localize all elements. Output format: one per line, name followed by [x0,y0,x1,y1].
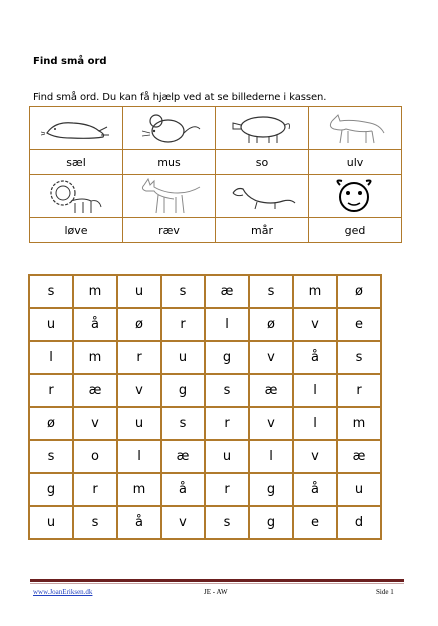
picture-row [30,175,402,218]
footer-rule [30,579,404,582]
picture-cell [30,175,123,218]
grid-cell[interactable]: r [73,473,117,506]
grid-cell[interactable]: d [337,506,381,539]
grid-row [29,440,381,473]
grid-cell[interactable]: g [161,374,205,407]
grid-cell[interactable]: å [117,506,161,539]
grid-cell[interactable]: m [117,473,161,506]
mouse-icon [134,111,204,145]
grid-cell[interactable]: r [161,308,205,341]
grid-cell[interactable]: l [249,440,293,473]
grid-cell[interactable]: å [293,473,337,506]
picture-row [30,107,402,150]
grid-cell[interactable]: l [117,440,161,473]
footer-page-number: Side 1 [376,588,394,596]
grid-cell[interactable]: v [73,407,117,440]
grid-cell[interactable]: m [73,275,117,308]
grid-cell[interactable]: s [337,341,381,374]
grid-row [29,506,381,539]
picture-cell [30,107,123,150]
grid-cell[interactable]: u [161,341,205,374]
marten-icon [227,179,297,213]
grid-cell[interactable]: g [249,473,293,506]
grid-cell[interactable]: s [249,275,293,308]
worksheet-heading: Find små ord [33,56,107,67]
grid-cell[interactable]: e [293,506,337,539]
grid-cell[interactable]: r [205,407,249,440]
grid-row [29,308,381,341]
grid-cell[interactable]: æ [73,374,117,407]
grid-cell[interactable]: o [73,440,117,473]
grid-cell[interactable]: r [337,374,381,407]
grid-cell[interactable]: s [161,275,205,308]
grid-row [29,407,381,440]
footer-rule-thin [30,583,404,584]
footer-website-link[interactable]: www.JoanEriksen.dk [33,588,93,596]
grid-row [29,473,381,506]
grid-cell[interactable]: u [117,275,161,308]
grid-cell[interactable]: l [293,407,337,440]
grid-cell[interactable]: v [161,506,205,539]
grid-cell[interactable]: s [161,407,205,440]
grid-cell[interactable]: l [205,308,249,341]
word-cell: mus [123,150,216,175]
word-cell: so [216,150,309,175]
picture-cell [216,107,309,150]
grid-cell[interactable]: m [73,341,117,374]
grid-cell[interactable]: ø [337,275,381,308]
grid-cell[interactable]: v [117,374,161,407]
grid-cell[interactable]: s [205,506,249,539]
word-cell: mår [216,218,309,243]
grid-cell[interactable]: e [337,308,381,341]
grid-cell[interactable]: m [293,275,337,308]
grid-row [29,341,381,374]
grid-cell[interactable]: u [29,506,73,539]
word-row [30,150,402,175]
word-row [30,218,402,243]
picture-word-table [29,106,402,243]
grid-cell[interactable]: m [337,407,381,440]
grid-cell[interactable]: å [161,473,205,506]
picture-cell [216,175,309,218]
grid-cell[interactable]: r [205,473,249,506]
word-cell: løve [30,218,123,243]
picture-cell [123,175,216,218]
picture-cell [309,175,402,218]
grid-cell[interactable]: ø [249,308,293,341]
grid-cell[interactable]: g [205,341,249,374]
grid-cell[interactable]: v [293,440,337,473]
seal-icon [41,113,111,143]
goat-icon [320,177,390,215]
instruction-text: Find små ord. Du kan få hjælp ved at se billederne i kassen. [33,92,327,103]
wolf-icon [320,111,390,145]
grid-cell[interactable]: ø [29,407,73,440]
grid-cell[interactable]: l [293,374,337,407]
picture-cell [309,107,402,150]
grid-cell[interactable]: v [249,407,293,440]
lion-icon [41,177,111,215]
grid-cell[interactable]: v [249,341,293,374]
grid-cell[interactable]: l [29,341,73,374]
word-cell: ræv [123,218,216,243]
letter-grid [28,274,382,540]
grid-cell[interactable]: å [293,341,337,374]
fox-icon [134,177,204,215]
word-cell: ged [309,218,402,243]
grid-cell[interactable]: u [117,407,161,440]
grid-cell[interactable]: r [29,374,73,407]
pig-icon [227,111,297,145]
grid-cell[interactable]: u [29,308,73,341]
grid-cell[interactable]: u [205,440,249,473]
grid-cell[interactable]: æ [205,275,249,308]
grid-cell[interactable]: æ [337,440,381,473]
grid-cell[interactable]: s [73,506,117,539]
grid-row [29,374,381,407]
grid-cell[interactable]: u [337,473,381,506]
word-cell: sæl [30,150,123,175]
grid-cell[interactable]: g [249,506,293,539]
grid-cell[interactable]: s [29,440,73,473]
grid-cell[interactable]: s [205,374,249,407]
word-cell: ulv [309,150,402,175]
grid-cell[interactable]: r [117,341,161,374]
grid-cell[interactable]: v [293,308,337,341]
grid-cell[interactable]: ø [117,308,161,341]
grid-cell[interactable]: s [29,275,73,308]
grid-cell[interactable]: æ [161,440,205,473]
footer-author: JE - AW [204,588,228,596]
picture-cell [123,107,216,150]
grid-cell[interactable]: å [73,308,117,341]
grid-cell[interactable]: æ [249,374,293,407]
grid-cell[interactable]: g [29,473,73,506]
grid-row [29,275,381,308]
